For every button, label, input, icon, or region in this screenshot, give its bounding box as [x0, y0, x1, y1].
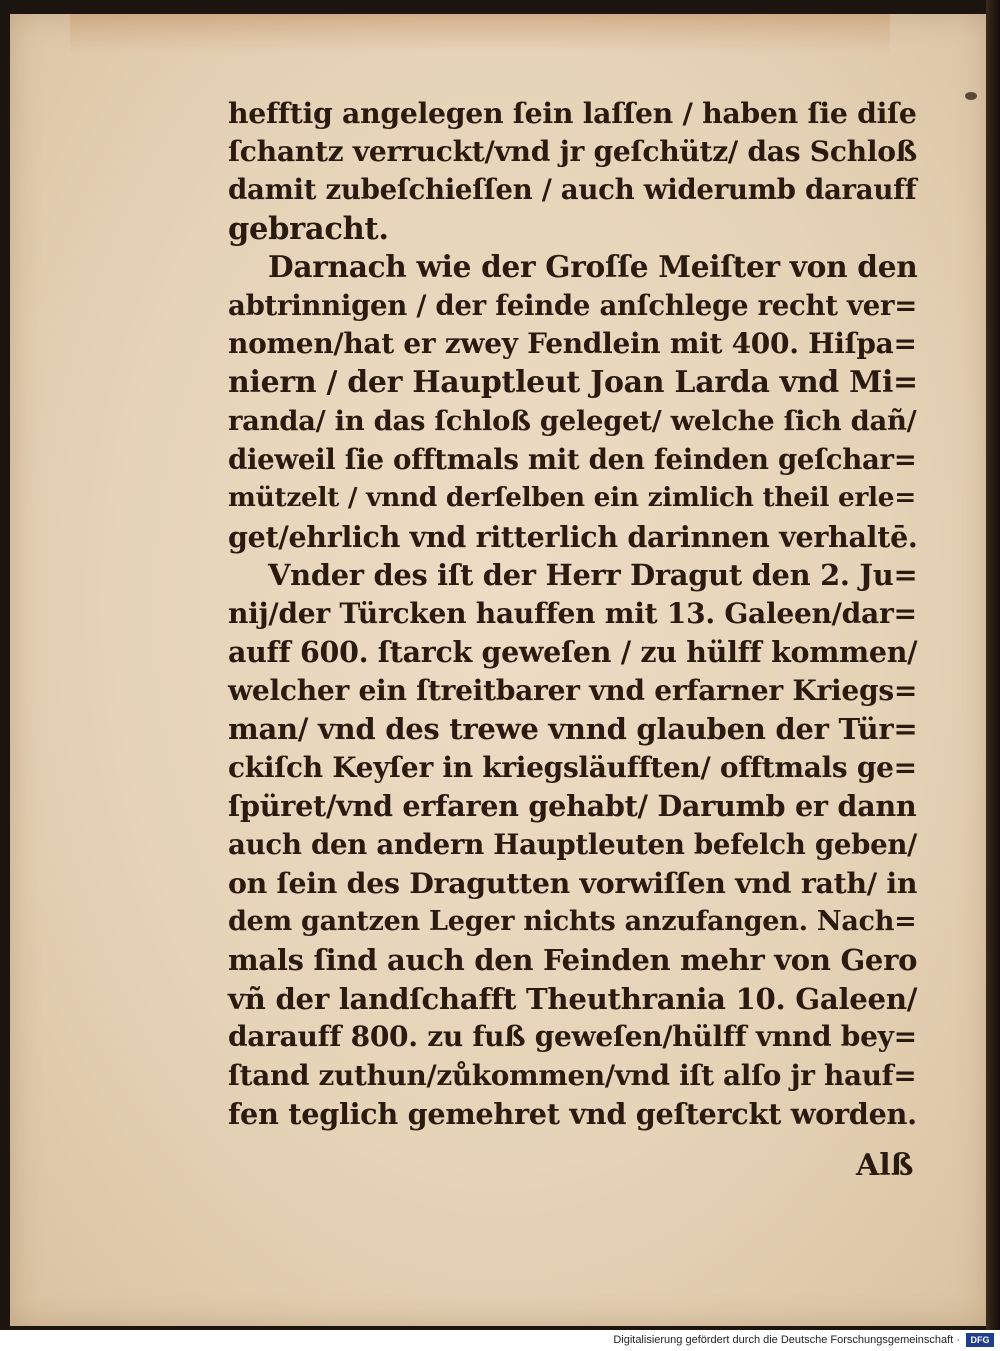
text-line: ſchantz verruckt/vnd jr geſchütz/ das Schloß	[228, 134, 917, 168]
text-line: mals ſind auch den Feinden mehr von Gero	[228, 943, 918, 977]
text-line: auff 600. ſtarck geweſen / zu hülff kommen/	[228, 635, 918, 669]
text-line: on ſein des Dragutten vorwiſſen vnd rath/ in	[228, 866, 918, 900]
text-line: ſtand zuthun/zůkommen/vnd iſt alſo jr hauf=	[228, 1058, 917, 1092]
text-line: niern / der Hauptleut Joan Larda vnd Mi=	[228, 364, 918, 400]
dfg-logo-icon: DFG	[966, 1333, 994, 1347]
paper-stain	[70, 14, 890, 54]
text-line: man/ vnd des trewe vnnd glauben der Tür=	[228, 712, 918, 746]
text-line: randa/ in das ſchloß geleget/ welche ſich dañ/	[228, 405, 917, 437]
text-line: mützelt / vnnd derſelben ein zimlich theil erle=	[228, 482, 917, 513]
text-line: nomen/hat er zwey Fendlein mit 400. Hiſpa=	[228, 327, 917, 360]
text-line: gebracht.	[228, 210, 389, 247]
text-line: hefftig angelegen ſein laſſen / haben ſie diſe	[228, 96, 917, 130]
text-line: nij/der Türcken hauffen mit 13. Galeen/dar=	[228, 596, 917, 630]
text-line: get/ehrlich vnd ritterlich darinnen verhaltē.	[228, 519, 918, 554]
text-line: damit zubeſchieſſen / auch widerumb darauff	[228, 173, 917, 206]
text-line: welcher ein ſtreitbarer vnd erfarner Kriegs=	[228, 673, 918, 707]
text-line: Vnder des iſt der Herr Dragut den 2. Ju=	[268, 558, 918, 592]
funding-credit: Digitalisierung gefördert durch die Deutsche Forschungsgemeinschaft ·	[613, 1334, 960, 1346]
text-line: fen teglich gemehret vnd geſterckt worden.	[228, 1097, 917, 1131]
text-line: dem gantzen Leger nichts anzufangen. Nach=	[228, 905, 917, 937]
text-line: ckiſch Keyſer in kriegsläufften/ offtmals ge=	[228, 750, 917, 784]
text-line: vñ der landſchafft Theuthrania 10. Galeen/	[228, 981, 918, 1016]
catchword: Alß	[856, 1148, 914, 1183]
text-line: darauff 800. zu fuß geweſen/hülff vnnd bey=	[228, 1020, 917, 1053]
text-line: abtrinnigen / der feinde anſchlege recht ver=	[228, 288, 918, 322]
ink-spot	[965, 92, 977, 100]
body-text	[228, 94, 918, 1134]
text-line: auch den andern Hauptleuten befelch geben/	[228, 827, 917, 861]
text-line: ſpüret/vnd erfaren gehabt/ Darumb er dann	[228, 789, 917, 823]
footer-bar	[0, 1330, 1000, 1351]
text-line: dieweil ſie offtmals mit den feinden geſchar=	[228, 442, 917, 476]
book-edge	[986, 0, 1000, 1330]
text-line: Darnach wie der Groſſe Meiſter von den	[268, 249, 918, 284]
